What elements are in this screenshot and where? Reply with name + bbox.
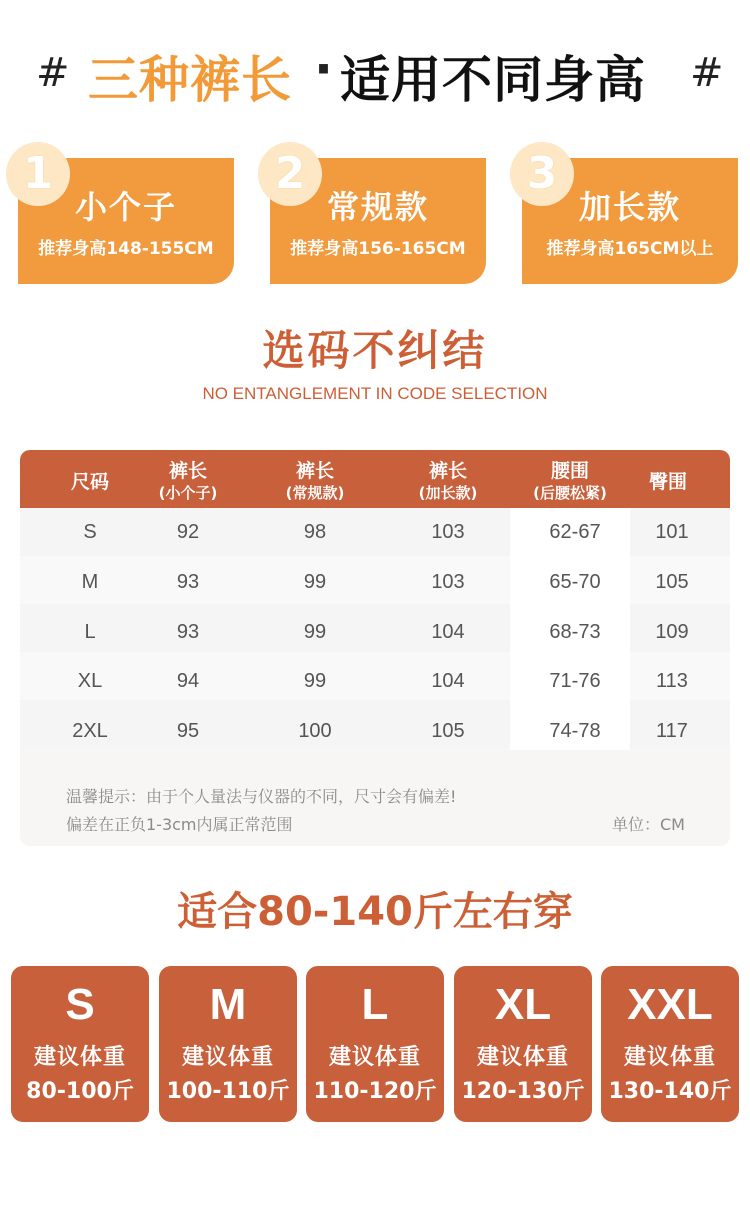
cell-hip: 117	[656, 720, 688, 742]
cell-length-long: 103	[431, 521, 465, 543]
length-card-long	[522, 148, 738, 284]
cell-length-petite: 93	[176, 571, 200, 593]
header-hip: 臀围	[648, 471, 687, 493]
title-highlight: 三种裤长	[88, 51, 292, 109]
cell-length-petite: 92	[176, 521, 200, 543]
cell-waist: 62-67	[549, 521, 601, 543]
table-note-1: 温馨提示：由于个人量法与仪器的不同，尺寸会有偏差!	[66, 787, 457, 806]
tile-size: L	[361, 980, 389, 1029]
tile-weight: 120-130斤	[461, 1079, 585, 1104]
length-card-height: 推荐身高156-165CM	[290, 239, 466, 259]
tile-weight: 100-110斤	[166, 1079, 290, 1104]
tile-size: S	[65, 980, 95, 1029]
cell-size: M	[81, 571, 99, 593]
length-card-regular	[270, 148, 486, 284]
number-badge: 2	[258, 142, 322, 206]
cell-length-long: 104	[431, 670, 465, 692]
hash-right-icon: #	[690, 50, 724, 96]
size-tile-m	[159, 966, 297, 1122]
tile-size: XXL	[627, 980, 713, 1029]
size-tile-s	[11, 966, 149, 1122]
cell-waist: 71-76	[549, 670, 601, 692]
cell-length-regular: 99	[303, 621, 327, 643]
cell-length-regular: 100	[298, 720, 332, 742]
tile-weight: 130-140斤	[608, 1079, 732, 1104]
size-tile-xxl	[601, 966, 739, 1122]
tile-label: 建议体重	[181, 1045, 274, 1070]
tile-weight: 80-100斤	[26, 1079, 134, 1104]
cell-length-regular: 99	[303, 571, 327, 593]
table-unit: 单位：CM	[612, 815, 685, 834]
size-section-subtitle: NO ENTANGLEMENT IN CODE SELECTION	[202, 384, 548, 403]
tile-size: M	[209, 980, 247, 1029]
cell-hip: 109	[655, 621, 689, 643]
size-tile-xl	[454, 966, 592, 1122]
cell-length-long: 105	[431, 720, 465, 742]
cell-size: XL	[77, 670, 103, 692]
cell-length-long: 103	[431, 571, 465, 593]
length-card-petite	[18, 148, 234, 284]
header-length-long: 裤长 (加长款)	[418, 460, 478, 502]
title-main: 适用不同身高	[340, 51, 646, 109]
title-separator: ·	[314, 40, 333, 98]
cell-waist: 74-78	[549, 720, 601, 742]
length-card-height: 推荐身高165CM以上	[546, 239, 714, 259]
header-length-regular: 裤长 (常规款)	[285, 460, 345, 502]
cell-length-regular: 98	[303, 521, 327, 543]
cell-size: S	[83, 521, 97, 543]
table-note-2: 偏差在正负1-3cm内属正常范围	[66, 815, 293, 834]
cell-waist: 68-73	[549, 621, 601, 643]
length-card-name: 小个子	[74, 188, 177, 226]
cell-length-petite: 94	[176, 670, 200, 692]
cell-length-petite: 95	[176, 720, 200, 742]
length-card-height: 推荐身高148-155CM	[38, 239, 214, 259]
cell-hip: 105	[655, 571, 689, 593]
length-card-name: 常规款	[326, 188, 429, 226]
header-length-petite: 裤长 (小个子)	[158, 460, 218, 502]
cell-length-long: 104	[431, 621, 465, 643]
header-waist: 腰围 (后腰松紧)	[533, 460, 607, 502]
weight-section-title: 适合80-140斤左右穿	[177, 889, 573, 935]
cell-size: 2XL	[72, 720, 108, 742]
cell-length-petite: 93	[176, 621, 200, 643]
tile-label: 建议体重	[328, 1045, 421, 1070]
tile-label: 建议体重	[476, 1045, 569, 1070]
cell-hip: 101	[655, 521, 689, 543]
tile-weight: 110-120斤	[313, 1079, 437, 1104]
length-card-name: 加长款	[578, 188, 681, 226]
hash-left-icon: #	[36, 50, 70, 96]
cell-length-regular: 99	[303, 670, 327, 692]
header-size: 尺码	[70, 471, 109, 493]
tile-size: XL	[494, 980, 552, 1029]
tile-label: 建议体重	[33, 1045, 126, 1070]
cell-waist: 65-70	[549, 571, 601, 593]
tile-label: 建议体重	[623, 1045, 716, 1070]
size-table	[20, 450, 730, 846]
page-title	[0, 40, 750, 109]
number-badge: 1	[6, 142, 70, 206]
table-header	[20, 450, 730, 508]
cell-hip: 113	[656, 670, 688, 692]
cell-size: L	[84, 621, 96, 643]
number-badge: 3	[510, 142, 574, 206]
size-tile-l	[306, 966, 444, 1122]
size-section-title: 选码不纠结	[262, 326, 488, 375]
